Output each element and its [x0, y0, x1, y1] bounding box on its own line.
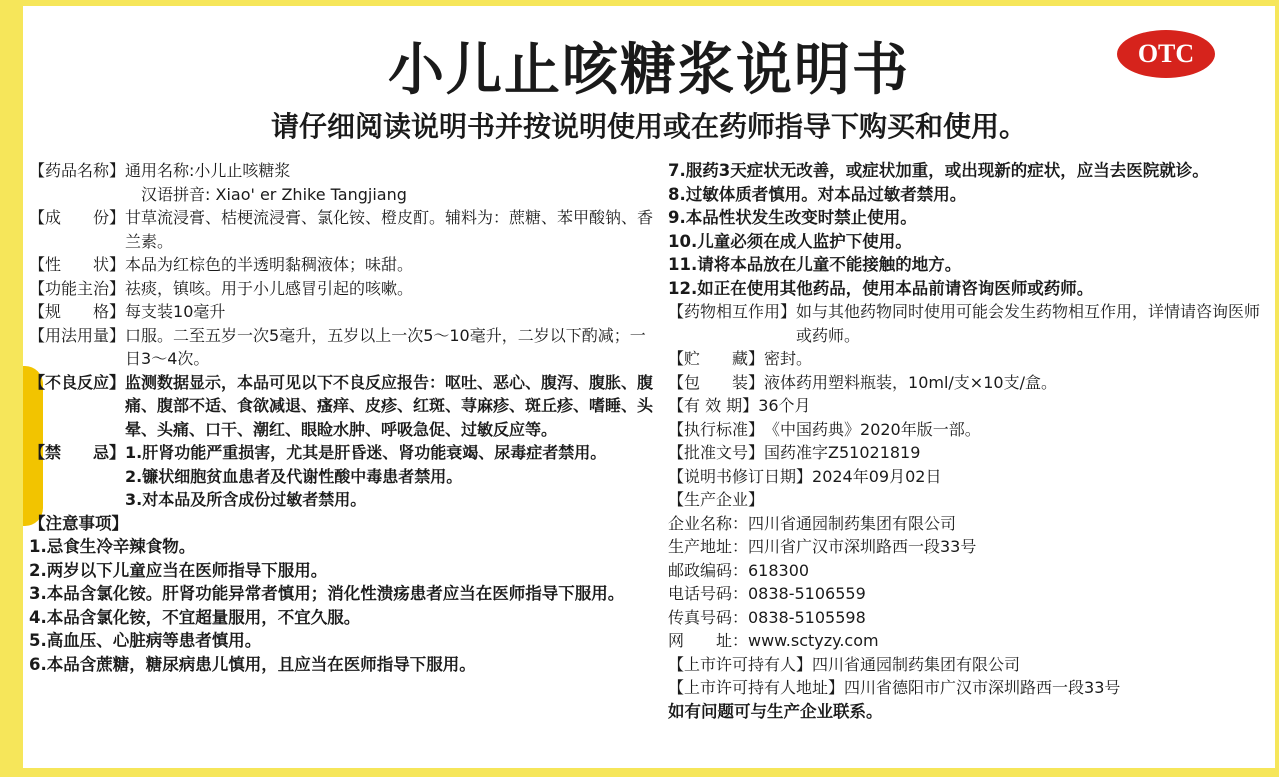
drug-name-label: 【药品名称】: [29, 161, 126, 180]
dosage-label: 【用法用量】: [29, 325, 126, 345]
precaution-item: 4.本品含氯化铵，不宜超量服用，不宜久服。: [29, 607, 361, 627]
holder-address-text: 四川省德阳市广汉市深圳路西一段33号: [844, 678, 1121, 697]
manufacturer-phone: 电话号码：0838-5106559: [668, 584, 866, 603]
specification-label: 【规 格】: [29, 302, 126, 321]
holder-text: 四川省通园制药集团有限公司: [812, 654, 1021, 674]
precaution-item: 7.服药3天症状无改善，或症状加重，或出现新的症状，应当去医院就诊。: [668, 161, 1209, 180]
storage-section: [668, 347, 1268, 371]
approval-text: 国药准字Z51021819: [764, 443, 921, 462]
contraindications-list: [125, 441, 657, 512]
storage-label: 【贮 藏】: [668, 349, 765, 368]
specification-text: 每支装10毫升: [125, 302, 226, 321]
interactions-label: 【药物相互作用】: [668, 302, 797, 321]
standard-text: 《中国药典》2020年版一部。: [764, 419, 981, 439]
holder-address-section: [668, 676, 1268, 700]
properties-label: 【性 状】: [29, 255, 126, 274]
manufacturer-name: 企业名称：四川省通园制药集团有限公司: [668, 513, 957, 533]
approval-label: 【批准文号】: [668, 443, 765, 462]
package-text: 液体药用塑料瓶装，10ml/支×10支/盒。: [764, 372, 1057, 392]
contraindications-label: 【禁 忌】: [29, 443, 126, 462]
approval-section: [668, 441, 1268, 465]
ingredients-text: 甘草流浸膏、桔梗流浸膏、氯化铵、橙皮酊。辅料为：蔗糖、苯甲酸钠、香兰素。: [125, 208, 654, 251]
manufacturer-website: 网 址：www.sctyzy.com: [668, 631, 879, 650]
precautions-label: 【注意事项】: [29, 513, 128, 533]
precaution-item: 1.忌食生冷辛辣食物。: [29, 537, 196, 556]
properties-section: [29, 253, 657, 277]
revision-section: [668, 465, 1268, 489]
adverse-section: [29, 371, 657, 442]
precaution-item: 8.过敏体质者慎用。对本品过敏者禁用。: [668, 184, 967, 204]
page-title: 小儿止咳糖浆说明书: [388, 38, 910, 103]
standard-label: 【执行标准】: [668, 419, 765, 439]
package-section: [668, 371, 1268, 395]
contraindication-item: 2.镰状细胞贫血患者及代谢性酸中毒患者禁用。: [125, 466, 463, 486]
specification-section: [29, 300, 657, 324]
precaution-item: 3.本品含氯化铵。肝肾功能异常者慎用；消化性溃疡患者应当在医师指导下服用。: [29, 584, 625, 603]
dosage-section: [29, 324, 657, 371]
contact-note: 如有问题可与生产企业联系。: [668, 701, 883, 721]
precaution-item: 5.高血压、心脏病等患者慎用。: [29, 631, 262, 650]
precaution-item: 2.两岁以下儿童应当在医师指导下服用。: [29, 560, 328, 580]
properties-text: 本品为红棕色的半透明黏稠液体；味甜。: [125, 255, 414, 274]
contraindication-item: 1.肝肾功能严重损害，尤其是肝昏迷、肾功能衰竭、尿毒症者禁用。: [125, 443, 607, 462]
validity-text: 36个月: [758, 396, 811, 415]
storage-text: 密封。: [764, 349, 813, 368]
validity-section: [668, 394, 1268, 418]
drug-name-section: [29, 159, 657, 183]
precaution-item: 11.请将本品放在儿童不能接触的地方。: [668, 255, 962, 274]
manufacturer-fax: 传真号码：0838-5105598: [668, 607, 866, 627]
leaflet-sheet: [23, 6, 1275, 768]
manufacturer-postcode: 邮政编码：618300: [668, 560, 810, 580]
ingredients-label: 【成 份】: [29, 208, 126, 227]
manufacturer-address: 生产地址：四川省广汉市深圳路西一段33号: [668, 537, 977, 556]
contraindication-item: 3.对本品及所含成份过敏者禁用。: [125, 490, 367, 509]
contraindications-section: [29, 441, 657, 512]
precaution-item: 12.如正在使用其他药品，使用本品前请咨询医师或药师。: [668, 278, 1094, 298]
validity-label: 【有 效 期】: [668, 396, 759, 415]
right-column: [668, 159, 1268, 723]
drug-name-pinyin: 汉语拼音: Xiao' er Zhike Tangjiang: [141, 184, 407, 204]
revision-text: 2024年09月02日: [812, 466, 942, 486]
interactions-section: [668, 300, 1268, 347]
indications-text: 祛痰，镇咳。用于小儿感冒引起的咳嗽。: [125, 278, 414, 298]
left-column: [29, 159, 657, 676]
otc-badge: OTC: [1117, 30, 1215, 78]
dosage-text: 口服。二至五岁一次5毫升，五岁以上一次5～10毫升，二岁以下酌减；一日3～4次。: [125, 325, 646, 368]
precaution-item: 9.本品性状发生改变时禁止使用。: [668, 208, 917, 227]
drug-name-generic: 通用名称:小儿止咳糖浆: [125, 161, 291, 180]
adverse-text: 监测数据显示，本品可见以下不良反应报告：呕吐、恶心、腹泻、腹胀、腹痛、腹部不适、食欲减退、瘙痒、皮疹、红斑、荨麻疹、斑丘疹、嗜睡、头晕、头痛、口干、潮红、眼睑水肿、呼吸急促、过敏反应等。: [125, 372, 654, 439]
holder-label: 【上市许可持有人】: [668, 654, 813, 674]
indications-label: 【功能主治】: [29, 278, 126, 298]
precaution-item: 6.本品含蔗糖，糖尿病患儿慎用，且应当在医师指导下服用。: [29, 654, 476, 674]
precaution-item: 10.儿童必须在成人监护下使用。: [668, 231, 912, 251]
standard-section: [668, 418, 1268, 442]
holder-address-label: 【上市许可持有人地址】: [668, 678, 845, 697]
interactions-text: 如与其他药物同时使用可能会发生药物相互作用，详情请咨询医师或药师。: [796, 302, 1261, 345]
holder-section: [668, 653, 1268, 677]
package-label: 【包 装】: [668, 372, 765, 392]
ingredients-section: [29, 206, 657, 253]
subtitle: 请仔细阅读说明书并按说明使用或在药师指导下购买和使用。: [270, 110, 1027, 143]
manufacturer-label: 【生产企业】: [668, 490, 765, 509]
revision-label: 【说明书修订日期】: [668, 466, 813, 486]
adverse-label: 【不良反应】: [29, 372, 126, 392]
indications-section: [29, 277, 657, 301]
